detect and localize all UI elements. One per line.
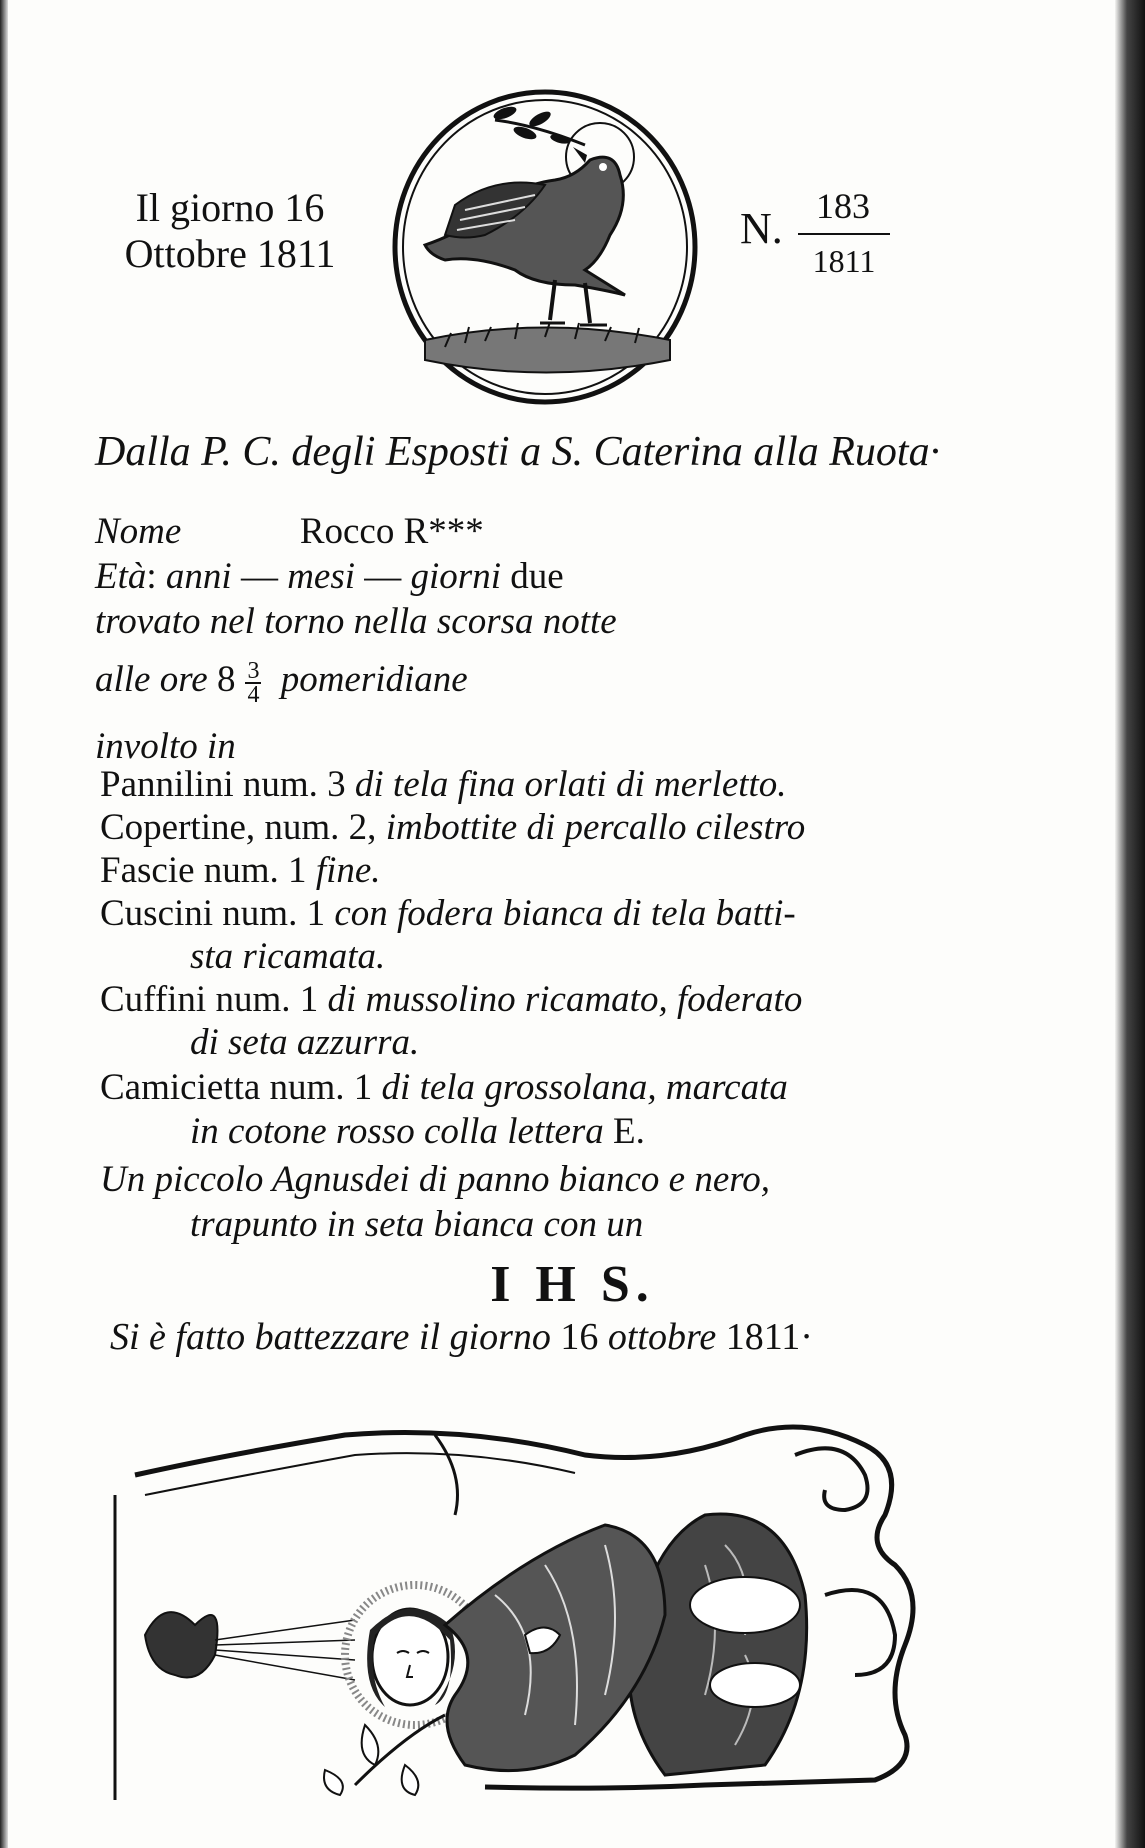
baptism-day: 16 xyxy=(560,1316,599,1358)
wrapped-label: involto in xyxy=(95,726,236,767)
age-days-value: due xyxy=(510,556,564,597)
item-row xyxy=(100,806,805,850)
agnus-line-1: Un piccolo Agnusdei di panno bianco e nero, xyxy=(100,1159,771,1200)
item-desc: in cotone rosso colla lettera xyxy=(190,1111,604,1152)
age-years-label: anni xyxy=(165,556,232,597)
age-days-label: giorni xyxy=(410,556,501,597)
item-desc: di mussolino ricamato, foderato xyxy=(327,979,803,1020)
time-suffix: pomeridiane xyxy=(280,659,468,700)
time-fraction-denominator: 4 xyxy=(247,681,260,708)
age-months-label: mesi xyxy=(287,556,356,597)
header-date xyxy=(105,185,355,277)
item-desc: con fodera bianca di tela batti- xyxy=(334,893,796,934)
item-name: Pannilini num. 3 xyxy=(100,764,346,805)
item-name: Cuscini num. 1 xyxy=(100,893,326,934)
number-divider xyxy=(798,233,890,235)
item-desc: fine. xyxy=(315,850,381,891)
age-dash-2: — xyxy=(364,556,402,597)
time-fraction-numerator: 3 xyxy=(247,657,260,684)
item-row xyxy=(100,892,796,936)
page-edge-left xyxy=(0,0,8,1848)
item-desc: imbottite di percallo cilestro xyxy=(385,807,806,848)
time-prefix: alle ore xyxy=(95,659,208,700)
item-tail: E. xyxy=(613,1111,645,1152)
age-row xyxy=(95,555,564,599)
item-row xyxy=(100,978,802,1022)
ihs-monogram: I H S. xyxy=(490,1256,655,1313)
found-line: trovato nel torno nella scorsa notte xyxy=(95,601,617,642)
item-desc: di tela fina orlati di merletto. xyxy=(354,764,787,805)
time-hour: 8 xyxy=(216,659,236,700)
age-dash-1: — xyxy=(240,556,278,597)
item-name: Camicietta num. 1 xyxy=(100,1067,373,1108)
baptism-month: ottobre xyxy=(607,1316,717,1358)
time-row xyxy=(95,658,468,706)
item-continuation: di seta azzurra. xyxy=(190,1022,420,1063)
item-row xyxy=(100,1066,788,1110)
item-name: Copertine, num. 2, xyxy=(100,807,377,848)
date-line-1: Il giorno 16 xyxy=(135,185,325,230)
time-fraction xyxy=(245,657,261,708)
baptism-year: 1811· xyxy=(725,1316,813,1358)
page-edge-right xyxy=(1115,0,1145,1848)
annunciation-engraving-icon xyxy=(105,1395,1025,1800)
agnus-line-2: trapunto in seta bianca con un xyxy=(190,1204,644,1245)
item-name: Cuffini num. 1 xyxy=(100,979,319,1020)
item-continuation xyxy=(190,1110,645,1154)
item-name: Fascie num. 1 xyxy=(100,850,307,891)
baptism-line xyxy=(110,1315,813,1359)
register-number xyxy=(740,185,900,295)
dove-seal-icon xyxy=(385,85,705,410)
number-prefix: N. xyxy=(740,204,783,253)
age-separator: : xyxy=(146,556,157,597)
name-row xyxy=(95,510,484,554)
baptism-text: Si è fatto battezzare il giorno xyxy=(110,1316,551,1358)
number-value: 183 xyxy=(816,186,870,226)
document-title: Dalla P. C. degli Esposti a S. Caterina alla Ruota· xyxy=(95,429,941,475)
date-line-2: Ottobre 1811 xyxy=(124,231,336,276)
age-label: Età xyxy=(95,556,147,597)
number-year: 1811 xyxy=(812,243,876,279)
item-desc: di tela grossolana, marcata xyxy=(381,1067,788,1108)
item-continuation: sta ricamata. xyxy=(190,936,386,977)
name-label: Nome xyxy=(95,511,182,552)
name-value: Rocco R*** xyxy=(299,511,484,552)
item-row xyxy=(100,849,381,893)
item-row xyxy=(100,763,787,807)
